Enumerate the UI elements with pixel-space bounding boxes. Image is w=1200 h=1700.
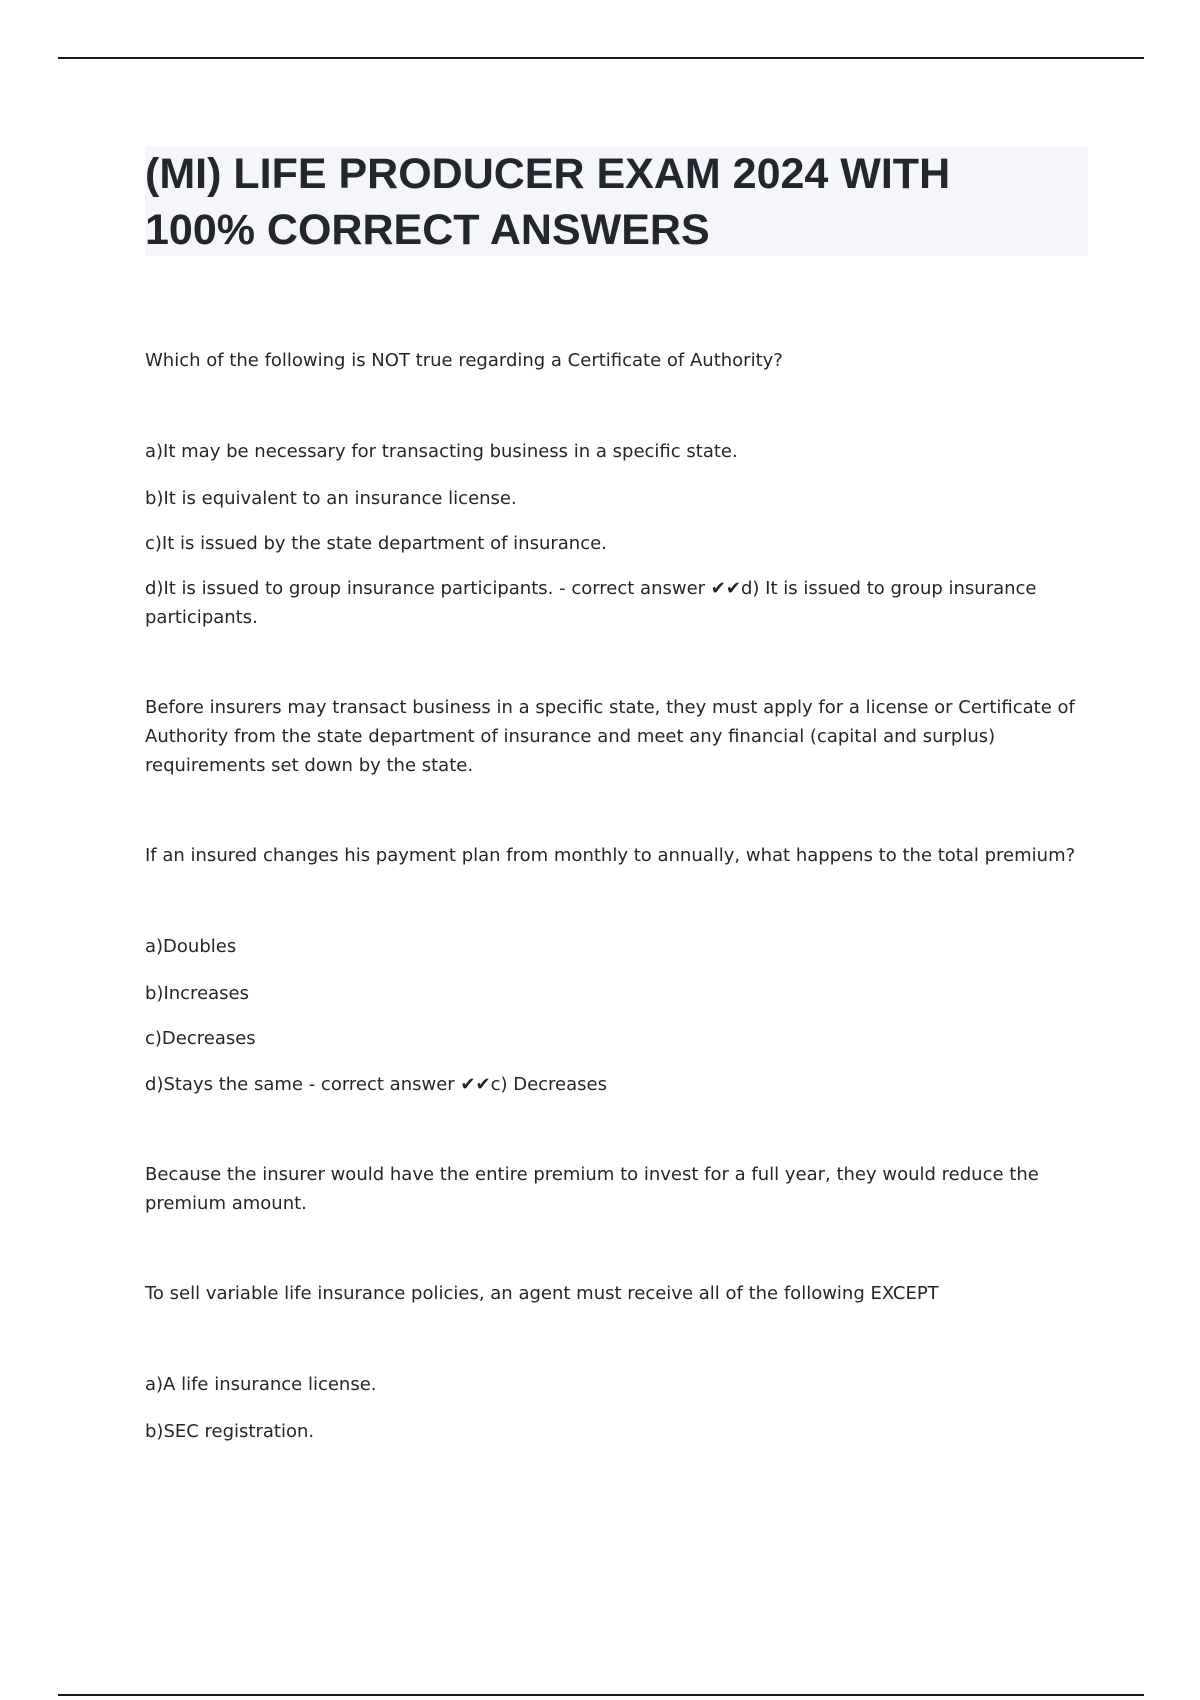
question-1-explanation: Before insurers may transact business in a specific state, they must apply for a license or Certificate of Authority from the state department of insurance and meet any financial (capital and surplus) requirements set down by the state. bbox=[145, 697, 1075, 776]
title-line-1: (MI) LIFE PRODUCER EXAM 2024 WITH bbox=[145, 150, 951, 198]
question-1-option-a: a)It may be necessary for transacting business in a specific state. bbox=[145, 441, 738, 462]
question-2-text: If an insured changes his payment plan from monthly to annually, what happens to the total premium? bbox=[145, 845, 1076, 866]
question-2-explanation: Because the insurer would have the entire premium to invest for a full year, they would reduce the premium amount. bbox=[145, 1164, 1039, 1214]
bottom-rule bbox=[58, 1694, 1144, 1696]
question-1-option-c: c)It is issued by the state department of insurance. bbox=[145, 533, 607, 554]
title-line-2: 100% CORRECT ANSWERS bbox=[145, 206, 710, 254]
question-1-option-d-answer: d)It is issued to group insurance participants. - correct answer ✔✔d) It is issued to group insurance participants. bbox=[145, 578, 1037, 628]
question-2-option-a: a)Doubles bbox=[145, 936, 237, 957]
question-3-text: To sell variable life insurance policies, an agent must receive all of the following EXCEPT bbox=[145, 1283, 939, 1304]
top-rule bbox=[58, 57, 1144, 59]
question-3-option-b: b)SEC registration. bbox=[145, 1421, 315, 1442]
question-2-option-d-answer: d)Stays the same - correct answer ✔✔c) Decreases bbox=[145, 1074, 607, 1095]
question-2-option-b: b)Increases bbox=[145, 983, 250, 1004]
document-title bbox=[145, 146, 1088, 258]
question-3-option-a: a)A life insurance license. bbox=[145, 1374, 377, 1395]
question-2-option-c: c)Decreases bbox=[145, 1028, 256, 1049]
question-1-text: Which of the following is NOT true regarding a Certificate of Authority? bbox=[145, 350, 783, 371]
question-1-option-b: b)It is equivalent to an insurance license. bbox=[145, 488, 517, 509]
